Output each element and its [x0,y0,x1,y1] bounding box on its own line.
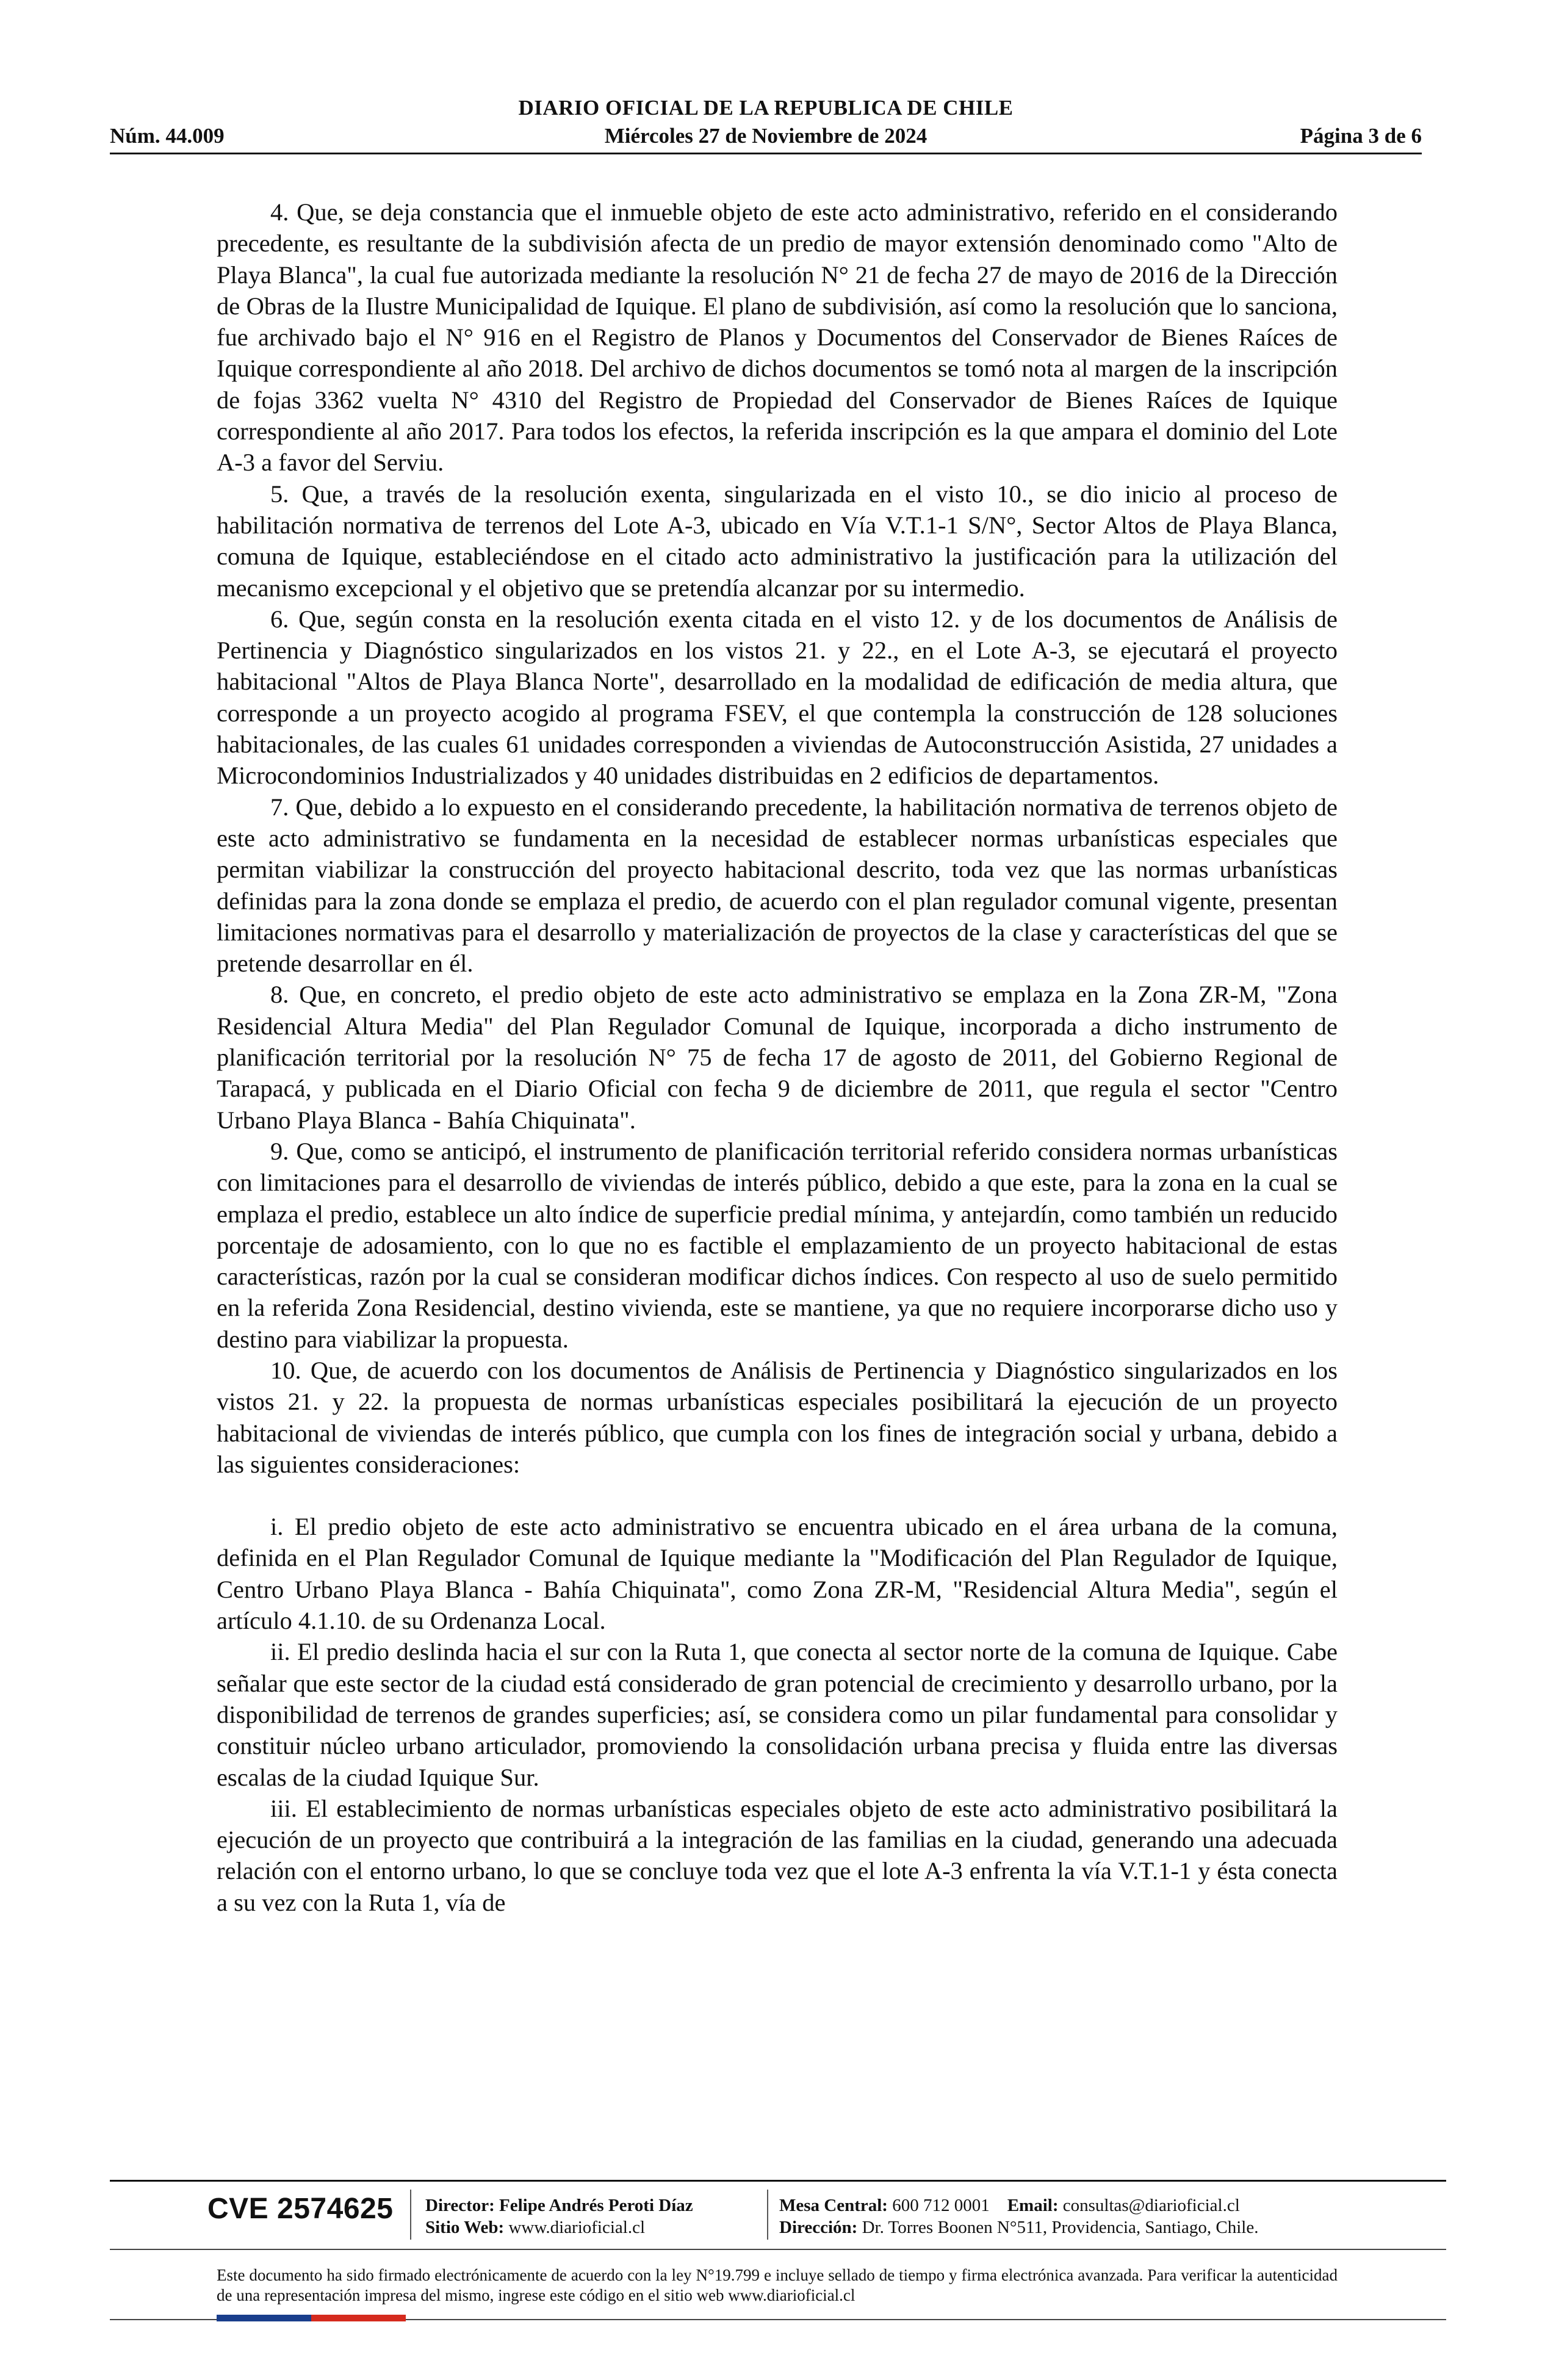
footer-divider-middle [110,2249,1446,2250]
paragraph-10: 10. Que, de acuerdo con los documentos de Análisis de Pertinencia y Diagnóstico singularizados en los vistos 21. y 22. la propuesta de normas urbanísticas especiales posibilitará la ejecución de un proyecto habitacional de viviendas de interés público, que cumpla con los fines de integración social y urbana, debido a las siguientes consideraciones: [217,1356,1338,1478]
page-number: Página 3 de 6 [1300,124,1422,148]
newspaper-title: DIARIO OFICIAL DE LA REPUBLICA DE CHILE [518,96,1014,120]
director-name: Felipe Andrés Peroti Díaz [499,2196,693,2215]
issue-date: Miércoles 27 de Noviembre de 2024 [604,124,927,148]
footer-director-block [425,2194,693,2238]
consideration-i: i. El predio objeto de este acto administrativo se encuentra ubicado en el área urbana de la comuna, definida en el Plan Regulador Comunal de Iquique mediante la "Modificación del Plan Regulador de Iquique, Centro Urbano Playa Blanca - Bahía Chiquinata", como Zona ZR-M, "Residencial Altura Media", según el artículo 4.1.10. de su Ordenanza Local. [217,1513,1338,1635]
director-label: Director: [425,2196,495,2215]
flag-color-bar [217,2315,406,2321]
signature-disclaimer: Este documento ha sido firmado electrónicamente de acuerdo con la ley N°19.799 e incluye sellado de tiempo y firma electrónica avanzada. Para verificar la autenticidad de una representación impresa del mismo, ingrese este código en el sitio web www.diarioficial.cl [217,2266,1338,2304]
flag-blue-segment [217,2315,311,2321]
paragraph-6: 6. Que, según consta en la resolución exenta citada en el visto 12. y de los documentos de Análisis de Pertinencia y Diagnóstico singularizados en los vistos 21. y 22., en el Lote A-3, se ejecutará el proyecto habitacional "Altos de Playa Blanca Norte", desarrollado en la modalidad de edificación de media altura, que corresponde a un proyecto acogido al programa FSEV, el que contempla la construcción de 128 soluciones habitacionales, de las cuales 61 unidades corresponden a viviendas de Autoconstrucción Asistida, 27 unidades a Microcondominios Industrializados y 40 unidades distribuidas en 2 edificios de departamentos. [217,605,1338,790]
website-label: Sitio Web: [425,2218,505,2237]
footer-separator [410,2190,411,2240]
paragraph-9: 9. Que, como se anticipó, el instrumento de planificación territorial referido considera normas urbanísticas con limitaciones para el desarrollo de viviendas de interés público, debido a que este, para la zona en la cual se emplaza el predio, establece un alto índice de superficie predial mínima, y antejardín, como también un reducido porcentaje de adosamiento, con lo que no es factible el emplazamiento de un proyecto habitacional de estas características, razón por la cual se consideran modificar dichos índices. Con respecto al uso de suelo permitido en la referida Zona Residencial, destino vivienda, este se mantiene, ya que no requiere incorporarse dicho uso y destino para viabilizar la propuesta. [217,1137,1338,1353]
page-header [110,95,1422,154]
flag-red-segment [311,2315,406,2321]
address-value: Dr. Torres Boonen N°511, Providencia, Santiago, Chile. [862,2218,1259,2237]
cve-code: CVE 2574625 [207,2193,394,2225]
footer-contact-block [779,2194,1258,2238]
consideration-ii: ii. El predio deslinda hacia el sur con la Ruta 1, que conecta al sector norte de la comuna de Iquique. Cabe señalar que este sector de la ciudad está considerado de gran potencial de crecimiento y desarrollo urbano, por la disponibilidad de terrenos de grandes superficies; así, se considera como un pilar fundamental para consolidar y constituir núcleo urbano articulador, promoviendo la consolidación urbana precisa y fluida entre las diversas escalas de la ciudad Iquique Sur. [217,1638,1338,1791]
phone-label: Mesa Central: [779,2196,888,2215]
paragraph-8: 8. Que, en concreto, el predio objeto de este acto administrativo se emplaza en la Zona ZR-M, "Zona Residencial Altura Media" del Plan Regulador Comunal de Iquique, incorporada a dicho instrumento de planificación territorial por la resolución N° 75 de fecha 17 de agosto de 2011, del Gobierno Regional de Tarapacá, y publicada en el Diario Oficial con fecha 9 de diciembre de 2011, que regula el sector "Centro Urbano Playa Blanca - Bahía Chiquinata". [217,981,1338,1134]
paragraph-5: 5. Que, a través de la resolución exenta, singularizada en el visto 10., se dio inicio al proceso de habilitación normativa de terrenos del Lote A-3, ubicado en Vía V.T.1-1 S/N°, Sector Altos de Playa Blanca, comuna de Iquique, estableciéndose en el citado acto administrativo la justificación para la utilización del mecanismo excepcional y el objetivo que se pretendía alcanzar por su intermedio. [217,480,1338,602]
email-label: Email: [1007,2196,1059,2215]
footer-separator [767,2190,768,2240]
paragraph-7: 7. Que, debido a lo expuesto en el considerando precedente, la habilitación normativa de terrenos objeto de este acto administrativo se fundamenta en la necesidad de establecer normas urbanísticas especiales que permitan viabilizar la construcción del proyecto habitacional descrito, toda vez que las normas urbanísticas definidas para la zona donde se emplaza el predio, de acuerdo con el plan regulador comunal vigente, presentan limitaciones normativas para el desarrollo y materialización de proyectos de la clase y características del que se pretende desarrollar en él. [217,793,1338,978]
document-body [217,197,1338,1918]
address-label: Dirección: [779,2218,858,2237]
issue-number: Núm. 44.009 [110,124,225,148]
phone-value: 600 712 0001 [892,2196,990,2215]
footer-divider-top [110,2180,1446,2182]
email-link[interactable]: consultas@diarioficial.cl [1062,2196,1240,2215]
paragraph-4: 4. Que, se deja constancia que el inmueble objeto de este acto administrativo, referido en el considerando precedente, es resultante de la subdivisión afecta de un predio de mayor extensión denominado como "Alto de Playa Blanca", la cual fue autorizada mediante la resolución N° 21 de fecha 27 de mayo de 2016 de la Dirección de Obras de la Ilustre Municipalidad de Iquique. El plano de subdivisión, así como la resolución que lo sanciona, fue archivado bajo el N° 916 en el Registro de Planos y Documentos del Conservador de Bienes Raíces de Iquique correspondiente al año 2018. Del archivo de dichos documentos se tomó nota al margen de la inscripción de fojas 3362 vuelta N° 4310 del Registro de Propiedad del Conservador de Bienes Raíces de Iquique correspondiente al año 2017. Para todos los efectos, la referida inscripción es la que ampara el dominio del Lote A-3 a favor del Serviu. [217,198,1338,477]
consideration-iii: iii. El establecimiento de normas urbanísticas especiales objeto de este acto administrativo posibilitará la ejecución de un proyecto que contribuirá a la integración de las familias en la ciudad, generando una adecuada relación con el entorno urbano, lo que se concluye toda vez que el lote A-3 enfrenta la vía V.T.1-1 y ésta conecta a su vez con la Ruta 1, vía de [217,1794,1338,1916]
website-link[interactable]: www.diarioficial.cl [508,2218,646,2237]
